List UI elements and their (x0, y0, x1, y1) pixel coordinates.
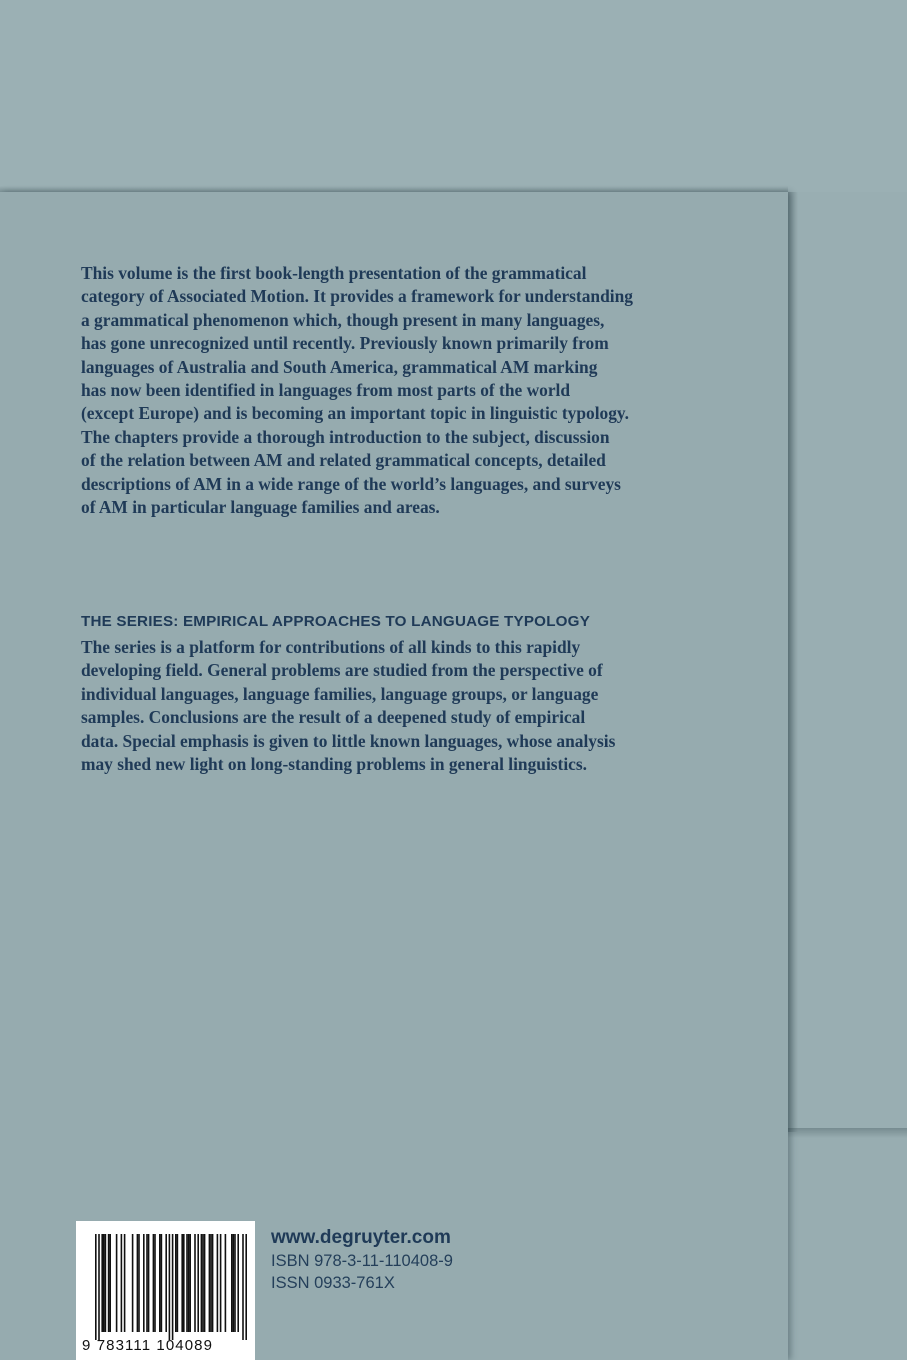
isbn-text: ISBN 978-3-11-110408-9 (271, 1252, 453, 1270)
barcode-bar (169, 1234, 171, 1340)
barcode-bar (202, 1234, 204, 1332)
barcode-bar (172, 1234, 174, 1340)
series-description: The series is a platform for contributions of all kinds to this rapidly developing field. General problems are studied from the perspective of individual languages, language families, language groups, or language samples. Conclusions are the result of a deepened study of empirical data. Special emphasis is given to little known languages, whose analysis may shed new light on long-standing problems in general linguistics. (81, 637, 616, 775)
barcode-bar (188, 1234, 190, 1332)
barcode-digits: 9 783111 104089 (82, 1337, 214, 1354)
publisher-website-link[interactable]: www.degruyter.com (271, 1227, 451, 1248)
barcode-bar (153, 1234, 155, 1332)
barcode-bar (220, 1234, 222, 1332)
barcode-bar (234, 1234, 236, 1332)
barcode (76, 1221, 255, 1360)
barcode-bar (245, 1234, 247, 1340)
barcode-bar (103, 1234, 105, 1332)
barcode-bar (138, 1234, 140, 1332)
barcode-bar (225, 1234, 227, 1332)
barcode-bar (210, 1234, 212, 1332)
barcode-bar (109, 1234, 111, 1332)
barcode-bar (154, 1234, 156, 1332)
barcode-bar (132, 1234, 134, 1332)
barcode-bar (181, 1234, 183, 1332)
background-right-panel (788, 192, 907, 1132)
issn-text: ISSN 0933-761X (271, 1274, 395, 1292)
barcode-bar (161, 1234, 163, 1332)
barcode-bar (194, 1234, 196, 1332)
background-bottom-right-panel (788, 1132, 907, 1360)
barcode-bar (101, 1234, 103, 1332)
barcode-bar (121, 1234, 123, 1332)
barcode-bar (217, 1234, 219, 1332)
barcode-bar (177, 1234, 179, 1332)
barcode-bar (95, 1234, 97, 1340)
barcode-bar (233, 1234, 235, 1332)
barcode-bar (105, 1234, 107, 1332)
background-top (0, 0, 907, 192)
barcode-bar (186, 1234, 188, 1332)
barcode-bar (124, 1234, 126, 1332)
barcode-bar (212, 1234, 214, 1332)
barcode-bar (242, 1234, 244, 1340)
barcode-bar (201, 1234, 203, 1332)
publisher-info (271, 1226, 453, 1294)
panel-edge-shadow (788, 1128, 907, 1138)
barcode-bar (231, 1234, 233, 1332)
barcode-bar (209, 1234, 211, 1332)
barcode-bar (197, 1234, 199, 1332)
barcode-bar (146, 1234, 148, 1332)
barcode-bar (189, 1234, 191, 1332)
barcode-bar (175, 1234, 177, 1332)
page-edge-shadow (788, 192, 798, 1132)
series-heading: THE SERIES: EMPIRICAL APPROACHES TO LANGUAGE TYPOLOGY (81, 613, 591, 630)
barcode-bar (204, 1234, 206, 1332)
barcode-bar (108, 1234, 110, 1332)
barcode-bar (237, 1234, 239, 1332)
barcode-bar (165, 1234, 167, 1332)
barcode-bar (148, 1234, 150, 1332)
barcode-bar (143, 1234, 145, 1332)
book-description: This volume is the first book-length presentation of the grammatical category of Associated Motion. It provides a framework for understanding a grammatical phenomenon which, though present in many languages, has gone unrecognized until recently. Previously known primarily from languages of Australia and South America, grammatical AM marking has now been identified in languages from most parts of the world (except Europe) and is becoming an important topic in linguistic typology. The chapters provide a thorough introduction to the subject, discussion of the relation between AM and related grammatical concepts, detailed descriptions of AM in a wide range of the world’s languages, and surveys of AM in particular language families and areas. (81, 263, 633, 518)
barcode-bar (137, 1234, 139, 1332)
barcode-bar (116, 1234, 118, 1332)
barcode-bar (159, 1234, 161, 1332)
barcode-bar (98, 1234, 100, 1340)
barcode-bar (183, 1234, 185, 1332)
